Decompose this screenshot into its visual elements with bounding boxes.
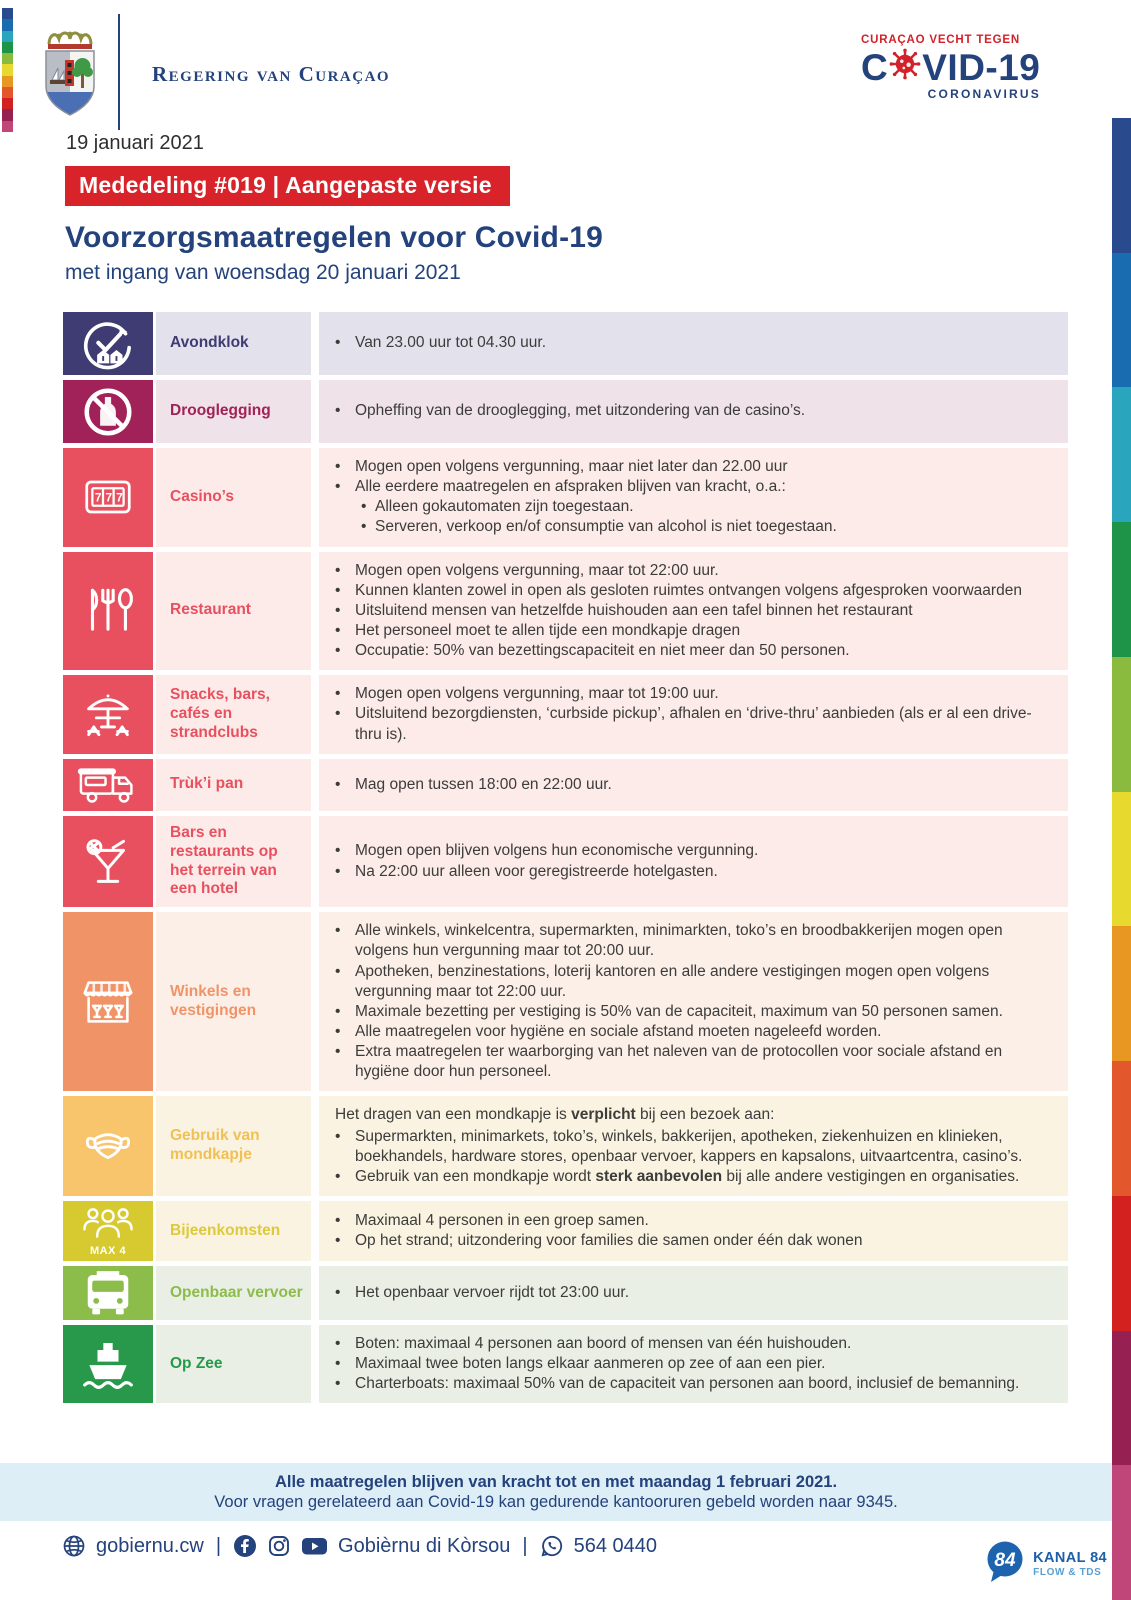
- bullet-dot: •: [335, 458, 341, 475]
- campaign-tagline: CURAÇAO VECHT TEGEN: [861, 34, 1020, 46]
- covid-logo-vid19: VID-19: [922, 46, 1041, 88]
- stripe-color-segment: [1112, 387, 1131, 522]
- ship-icon: [63, 1325, 153, 1403]
- measure-row-openbaar-vervoer: [63, 1266, 1068, 1320]
- measure-details: [319, 759, 1068, 811]
- measure-label: Trùk’i pan: [156, 759, 311, 811]
- food-truck-icon: [63, 759, 153, 811]
- validity-notice: [0, 1463, 1112, 1521]
- bullet-dot: •: [335, 775, 341, 793]
- government-name: Regering van Curaçao: [152, 62, 391, 86]
- measure-label: Drooglegging: [156, 380, 311, 443]
- measure-bullet: • Alle winkels, winkelcentra, supermarkten, minimarkten, toko’s en broodbakkerijen mogen open volgens hun vergunning maar tot 20:00 uur.: [335, 921, 1048, 961]
- bullet-dot: •: [335, 478, 341, 496]
- measure-details: [319, 1266, 1068, 1320]
- max4-badge: MAX 4: [89, 1245, 127, 1257]
- kanal84-logo: [984, 1540, 1107, 1589]
- measure-details: [319, 312, 1068, 375]
- bullet-dot: •: [335, 561, 341, 579]
- stripe-color-segment: [2, 87, 13, 98]
- bullet-dot: •: [335, 842, 341, 860]
- measure-bullet: • Gebruik van een mondkapje wordt sterk aanbevolen bij alle andere vestigingen en organisaties.: [335, 1167, 1048, 1187]
- stripe-color-segment: [1112, 1465, 1131, 1600]
- slot-machine-icon: [63, 448, 153, 547]
- bullet-dot: •: [361, 498, 367, 516]
- bullet-dot: •: [335, 642, 341, 660]
- measure-label: Op Zee: [156, 1325, 311, 1403]
- kanal84-badge-icon: [984, 1540, 1026, 1589]
- stripe-color-segment: [1112, 1331, 1131, 1466]
- measure-label: Restaurant: [156, 552, 311, 671]
- globe-icon: [62, 1534, 86, 1558]
- social-account-name: Gobièrnu di Kòrsou: [338, 1534, 511, 1557]
- svg-text:7: 7: [94, 490, 102, 505]
- curacao-coat-of-arms: [36, 24, 100, 125]
- facebook-icon: [233, 1534, 257, 1558]
- bullet-dot: •: [335, 1002, 341, 1020]
- stripe-color-segment: [2, 53, 13, 64]
- measure-row-drooglegging: [63, 380, 1068, 443]
- measure-label: Openbaar vervoer: [156, 1266, 311, 1320]
- phone-number: 564 0440: [573, 1534, 657, 1557]
- questions-line: Voor vragen gerelateerd aan Covid-19 kan gedurende kantooruren gebeld worden naar 9345.: [214, 1492, 898, 1511]
- measure-bullet: • Het personeel moet te allen tijde een mondkapje dragen: [335, 621, 1048, 641]
- bullet-dot: •: [335, 1023, 341, 1041]
- measure-bullet: • Uitsluitend bezorgdiensten, ‘curbside pickup’, afhalen en ‘drive-thru’ aanbieden (als er al een drive-thru is).: [335, 704, 1048, 744]
- bullet-dot: •: [335, 1043, 341, 1061]
- bullet-dot: •: [335, 1167, 341, 1185]
- measure-bullet: • Maximaal 4 personen in een groep samen.: [335, 1211, 1048, 1231]
- shop-icon: [63, 912, 153, 1091]
- stripe-color-segment: [1112, 253, 1131, 388]
- measure-details: [319, 448, 1068, 547]
- stripe-color-segment: [1112, 926, 1131, 1061]
- campaign-subtitle: CORONAVIRUS: [927, 87, 1041, 101]
- measure-row-tr-k-i-pan: [63, 759, 1068, 811]
- measure-label: Avondklok: [156, 312, 311, 375]
- stripe-color-segment: [2, 109, 13, 120]
- bullet-dot: •: [335, 1283, 341, 1301]
- page-title: Voorzorgsmaatregelen voor Covid-19: [65, 221, 604, 254]
- measure-bullet: • Maximale bezetting per vestiging is 50% van de capaciteit, maximum van 50 personen samen.: [335, 1002, 1048, 1022]
- measure-row-avondklok: [63, 312, 1068, 375]
- measure-details: [319, 380, 1068, 443]
- measure-bullet: • Uitsluitend mensen van hetzelfde huishouden aan een tafel binnen het restaurant: [335, 601, 1048, 621]
- cocktail-icon: [63, 816, 153, 908]
- svg-text:84: 84: [994, 1550, 1016, 1571]
- kanal84-name: KANAL 84: [1033, 1550, 1107, 1567]
- stripe-color-segment: [2, 121, 13, 132]
- bullet-dot: •: [335, 1355, 341, 1373]
- whatsapp-icon: [540, 1534, 564, 1558]
- beach-terrace-icon: [63, 675, 153, 753]
- measure-bullet: • Extra maatregelen ter waarborging van het naleven van de protocollen voor sociale afstand en hygiëne door hun personeel.: [335, 1042, 1048, 1082]
- measure-details: [319, 1096, 1068, 1196]
- website-link: gobiernu.cw: [96, 1534, 204, 1557]
- page-subtitle: met ingang van woensdag 20 januari 2021: [65, 261, 461, 284]
- separator: |: [522, 1534, 528, 1557]
- stripe-color-segment: [1112, 1061, 1131, 1196]
- stripe-color-segment: [2, 98, 13, 109]
- stripe-color-segment: [2, 19, 13, 30]
- measure-bullet: • Alle eerdere maatregelen en afspraken blijven van kracht, o.a.:: [335, 477, 1048, 497]
- bullet-dot: •: [335, 1127, 341, 1145]
- measure-details: [319, 1325, 1068, 1403]
- measure-details: [319, 552, 1068, 671]
- stripe-color-segment: [2, 42, 13, 53]
- measure-bullet: • Mag open tussen 18:00 en 22:00 uur.: [335, 775, 1048, 795]
- no-alcohol-icon: [63, 380, 153, 443]
- measure-label: Bars en restaurants op het terrein van een hotel: [156, 816, 311, 908]
- measure-bullet: • Van 23.00 uur tot 04.30 uur.: [335, 333, 1048, 353]
- validity-line: Alle maatregelen blijven van kracht tot en met maandag 1 februari 2021.: [274, 1472, 838, 1491]
- kanal84-sub: FLOW & TDS: [1033, 1566, 1102, 1578]
- measure-bullet: • Occupatie: 50% van bezettingscapaciteit en niet meer dan 50 personen.: [335, 641, 1048, 661]
- bullet-dot: •: [361, 518, 367, 536]
- stripe-color-segment: [1112, 1196, 1131, 1331]
- measure-bullet: • Opheffing van de drooglegging, met uitzondering van de casino’s.: [335, 401, 1048, 421]
- bullet-dot: •: [335, 402, 341, 420]
- bullet-dot: •: [335, 862, 341, 880]
- measure-bullet: • Het openbaar vervoer rijdt tot 23:00 uur.: [335, 1283, 1048, 1303]
- stripe-color-segment: [1112, 792, 1131, 927]
- bullet-dot: •: [335, 334, 341, 352]
- measure-bullet: • Supermarkten, minimarkets, toko’s, winkels, bakkerijen, apotheken, ziekenhuizen en klinieken, boekhandels, hardware stores, openbaar vervoer, kappers en kapsalons, uitvaartcentra, casino’s.: [335, 1127, 1048, 1167]
- measure-bullet: • Mogen open volgens vergunning, maar niet later dan 22.00 uur: [335, 457, 1048, 477]
- svg-text:7: 7: [116, 490, 123, 505]
- group-icon: [63, 1201, 153, 1261]
- stripe-color-segment: [1112, 118, 1131, 253]
- stripe-color-segment: [2, 8, 13, 19]
- measure-label: Gebruik van mondkapje: [156, 1096, 311, 1196]
- bullet-dot: •: [335, 922, 341, 940]
- stripe-color-segment: [1112, 522, 1131, 657]
- measure-bullet: • Alleen gokautomaten zijn toegestaan.: [361, 497, 1048, 517]
- measure-bullet: • Mogen open volgens vergunning, maar tot 22:00 uur.: [335, 561, 1048, 581]
- measure-details: [319, 816, 1068, 908]
- bullet-dot: •: [335, 621, 341, 639]
- stripe-color-segment: [2, 64, 13, 75]
- measure-row-bijeenkomsten: [63, 1201, 1068, 1261]
- bullet-dot: •: [335, 705, 341, 723]
- measure-bullet: • Maximaal twee boten langs elkaar aanmeren op zee of aan een pier.: [335, 1354, 1048, 1374]
- stripe-color-segment: [1112, 657, 1131, 792]
- measure-intro: Het dragen van een mondkapje is verplicht bij een bezoek aan:: [335, 1106, 775, 1124]
- measure-row-op-zee: [63, 1325, 1068, 1403]
- measure-label: Casino’s: [156, 448, 311, 547]
- measure-label: Bijeenkomsten: [156, 1201, 311, 1261]
- bus-icon: [63, 1266, 153, 1320]
- measure-bullet: • Na 22:00 uur alleen voor geregistreerde hotelgasten.: [335, 862, 1048, 882]
- measure-label: Winkels en vestigingen: [156, 912, 311, 1091]
- measure-bullet: • Serveren, verkoop en/of consumptie van alcohol is niet toegestaan.: [361, 517, 1048, 537]
- document-date: 19 januari 2021: [66, 132, 204, 154]
- rainbow-stripe-left: [2, 8, 13, 132]
- cutlery-icon: [63, 552, 153, 671]
- bullet-dot: •: [335, 1211, 341, 1229]
- measures-table: [63, 312, 1068, 1403]
- measure-bullet: • Op het strand; uitzondering voor families die samen onder één dak wonen: [335, 1231, 1048, 1251]
- measure-row-restaurant: [63, 552, 1068, 671]
- measure-label: Snacks, bars, cafés en strandclubs: [156, 675, 311, 753]
- measure-details: [319, 675, 1068, 753]
- stripe-color-segment: [2, 31, 13, 42]
- measure-row-bars-en-restaurants-op-het-terrein-van-een-hotel: [63, 816, 1068, 908]
- bullet-dot: •: [335, 1375, 341, 1393]
- face-mask-icon: [63, 1096, 153, 1196]
- measure-row-snacks-bars-caf-s-en-strandclubs: [63, 675, 1068, 753]
- measure-bullet: • Charterboats: maximaal 50% van de capaciteit van personen aan boord, inclusief de bemanning.: [335, 1374, 1048, 1394]
- measure-row-casino-s: [63, 448, 1068, 547]
- svg-text:7: 7: [105, 490, 113, 505]
- bullet-dot: •: [335, 962, 341, 980]
- measure-bullet: • Mogen open blijven volgens hun economische vergunning.: [335, 841, 1048, 861]
- rainbow-stripe-right: [1112, 118, 1131, 1600]
- stripe-color-segment: [2, 76, 13, 87]
- bullet-dot: •: [335, 685, 341, 703]
- bullet-dot: •: [335, 1335, 341, 1352]
- bullet-dot: •: [335, 1232, 341, 1249]
- curfew-icon: [63, 312, 153, 375]
- measure-row-winkels-en-vestigingen: [63, 912, 1068, 1091]
- measure-details: [319, 1201, 1068, 1261]
- virus-icon: [888, 48, 922, 86]
- covid-logo-c: C: [861, 46, 889, 88]
- header-divider: [118, 14, 120, 130]
- footer-contacts: [62, 1526, 657, 1566]
- separator: |: [215, 1534, 222, 1557]
- measure-bullet: • Apotheken, benzinestations, loterij kantoren en alle andere vestigingen mogen open volgens vergunning maar tot 22:00 uur.: [335, 962, 1048, 1002]
- bullet-dot: •: [335, 601, 341, 619]
- instagram-icon: [267, 1534, 291, 1558]
- measure-bullet: • Kunnen klanten zowel in open als gesloten ruimtes ontvangen volgens afgesproken voorwaarden: [335, 581, 1048, 601]
- bullet-dot: •: [335, 581, 341, 599]
- announcement-banner: Mededeling #019 | Aangepaste versie: [65, 166, 510, 206]
- measure-bullet: • Boten: maximaal 4 personen aan boord of mensen van één huishouden.: [335, 1334, 1048, 1354]
- measure-details: [319, 912, 1068, 1091]
- covid19-campaign-logo: [861, 34, 1041, 101]
- youtube-icon: [301, 1535, 328, 1557]
- measure-bullet: • Mogen open volgens vergunning, maar tot 19:00 uur.: [335, 684, 1048, 704]
- measure-bullet: • Alle maatregelen voor hygiëne en sociale afstand moeten nageleefd worden.: [335, 1022, 1048, 1042]
- measure-row-gebruik-van-mondkapje: [63, 1096, 1068, 1196]
